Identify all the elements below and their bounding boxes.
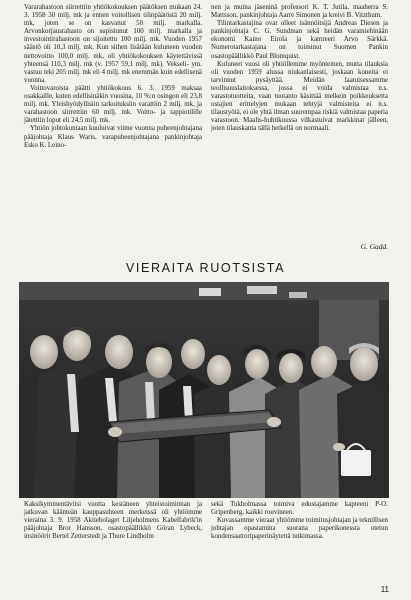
page-number: 11 xyxy=(380,585,389,594)
article-paragraph: Kuluneet vuosi oli yhtiöllemme myönteinen, mutta tilauksia oli vuoden 1959 alussa niukanlaisesti, joskaan koneita ei tarvinnut pysäyttää. Meidän laatuisessamme teollisuuslaitoksessa, jossa ei voida valmistaa n.s. varastotuotteita, vaan tuotanto käsittää melkein poikkeuksetta ostajien erittelyjen mukaan tehtyjä valmisteita ei n.s. tilaustyötä, ei ole yhtä ilman suurempaa riskiä valmistaa paperia varastoon. Maalis-huhtikuussa vilkastuivat markkinat jälleen, joten tilauskanta tällä hetkellä on normaali. xyxy=(211,60,388,133)
caption-paragraph: Kuvassamme vieraat yhtiömme toimitusjohtajan ja teknillisen johtajan opastamina suorana paperikonessta otetun kondensaattoripaperinäytettä tutkimassa. xyxy=(211,517,388,541)
article-paragraph: Vararahastoon siirrettiin yhtiökokouksen päätöksen mukaan 24. 3. 1958 30 milj. mk ja ennen voitollisen tilinpäätöstä 20 milj. mk, joten se on kasvanut 50 milj. markalla. Arvonkorjausrahasto on supistunut 100 milj. markalla ja investointirahastoon on sijoitettu 100 milj. mk. Vuoden 1957 säästö oli 10,3 milj. mk. Kun siihen lisätään kuluneen vuoden nettovoitto 100,0 milj. mk, oli yhtiökokouksen käytettävissä yhteensä 110,3 milj. mk (v. 1957 59,1 milj. mk). Vekseli- ym. vastuu teki 205 milj. mk eli 4 milj. mk enemmän kuin edellisenä vuonna. xyxy=(24,4,202,84)
author-signature: G. Gadd. xyxy=(360,242,388,251)
article-paragraph: Tilintarkastajina ovat olleet isännöitsijä Andreas Diesen ja pankinjohtaja C. G. Sundman sekä heidän varamiehinään ekonomi Kaino Eirola ja kamreeri Arvo Särkkä. Numerotarkastajana on toiminut Suomen Pankin osastopäällikkö Paul Blomquist. xyxy=(211,20,388,60)
article-column-left xyxy=(24,4,202,150)
article-paragraph: Voittovaroista päätti yhtiökokous 6. 3. 1959 maksaa osakkaille, kuten edellisinäkin vuosina, 10 %:n osingon eli 23,8 milj. mk. Yleishyödyllisiin tarkoituksiin varattiin 2 milj. mk, ja varahastoon siirrettiin 60 milj. mk. Voitto- ja tappiotilille jätettiin loput eli 24,5 milj. mk. xyxy=(24,84,202,125)
article-column-right xyxy=(211,4,388,134)
caption-paragraph: sekä Tukholmassa toimiva edustajamme kapteeni P-O. Gripenberg, kaikki rouvineen. xyxy=(211,501,388,517)
photo-caption-right xyxy=(211,501,388,541)
caption-paragraph: Kaksikymmentäviisi vuotta kestäneen yhteistoiminnan ja jatkuvan käänteän kauppasuhteen merkeissä oli yhtiömme vieraina 3. 9. 1958 Aktiebolaget Liljeholmens Kabelfabrik'in pääjohtaja Bror Hansson, osastopäällikkö Göran Lybeck, insinöörit Bertel Zetterstedt ja Thure Lindholm xyxy=(24,501,202,541)
article-paragraph: nen ja muina jäseninä professori K. T. Jutila, maaherra S. Mattsson, pankinjohtaja Aarre Simonen ja kreivi B. Vitzthum. xyxy=(211,4,388,20)
group-photo-illustration xyxy=(19,282,389,498)
article-paragraph: Yhtiön johtokuntaan kuuluivat viime vuonna puheenjohtajana pääjohtaja Klaus Waris, varapuheenjohtajana pankinjohtaja Esko K. Leino- xyxy=(24,125,202,149)
section-heading: VIERAITA RUOTSISTA xyxy=(125,261,286,275)
group-photo xyxy=(19,282,389,498)
photo-caption-left xyxy=(24,501,202,541)
